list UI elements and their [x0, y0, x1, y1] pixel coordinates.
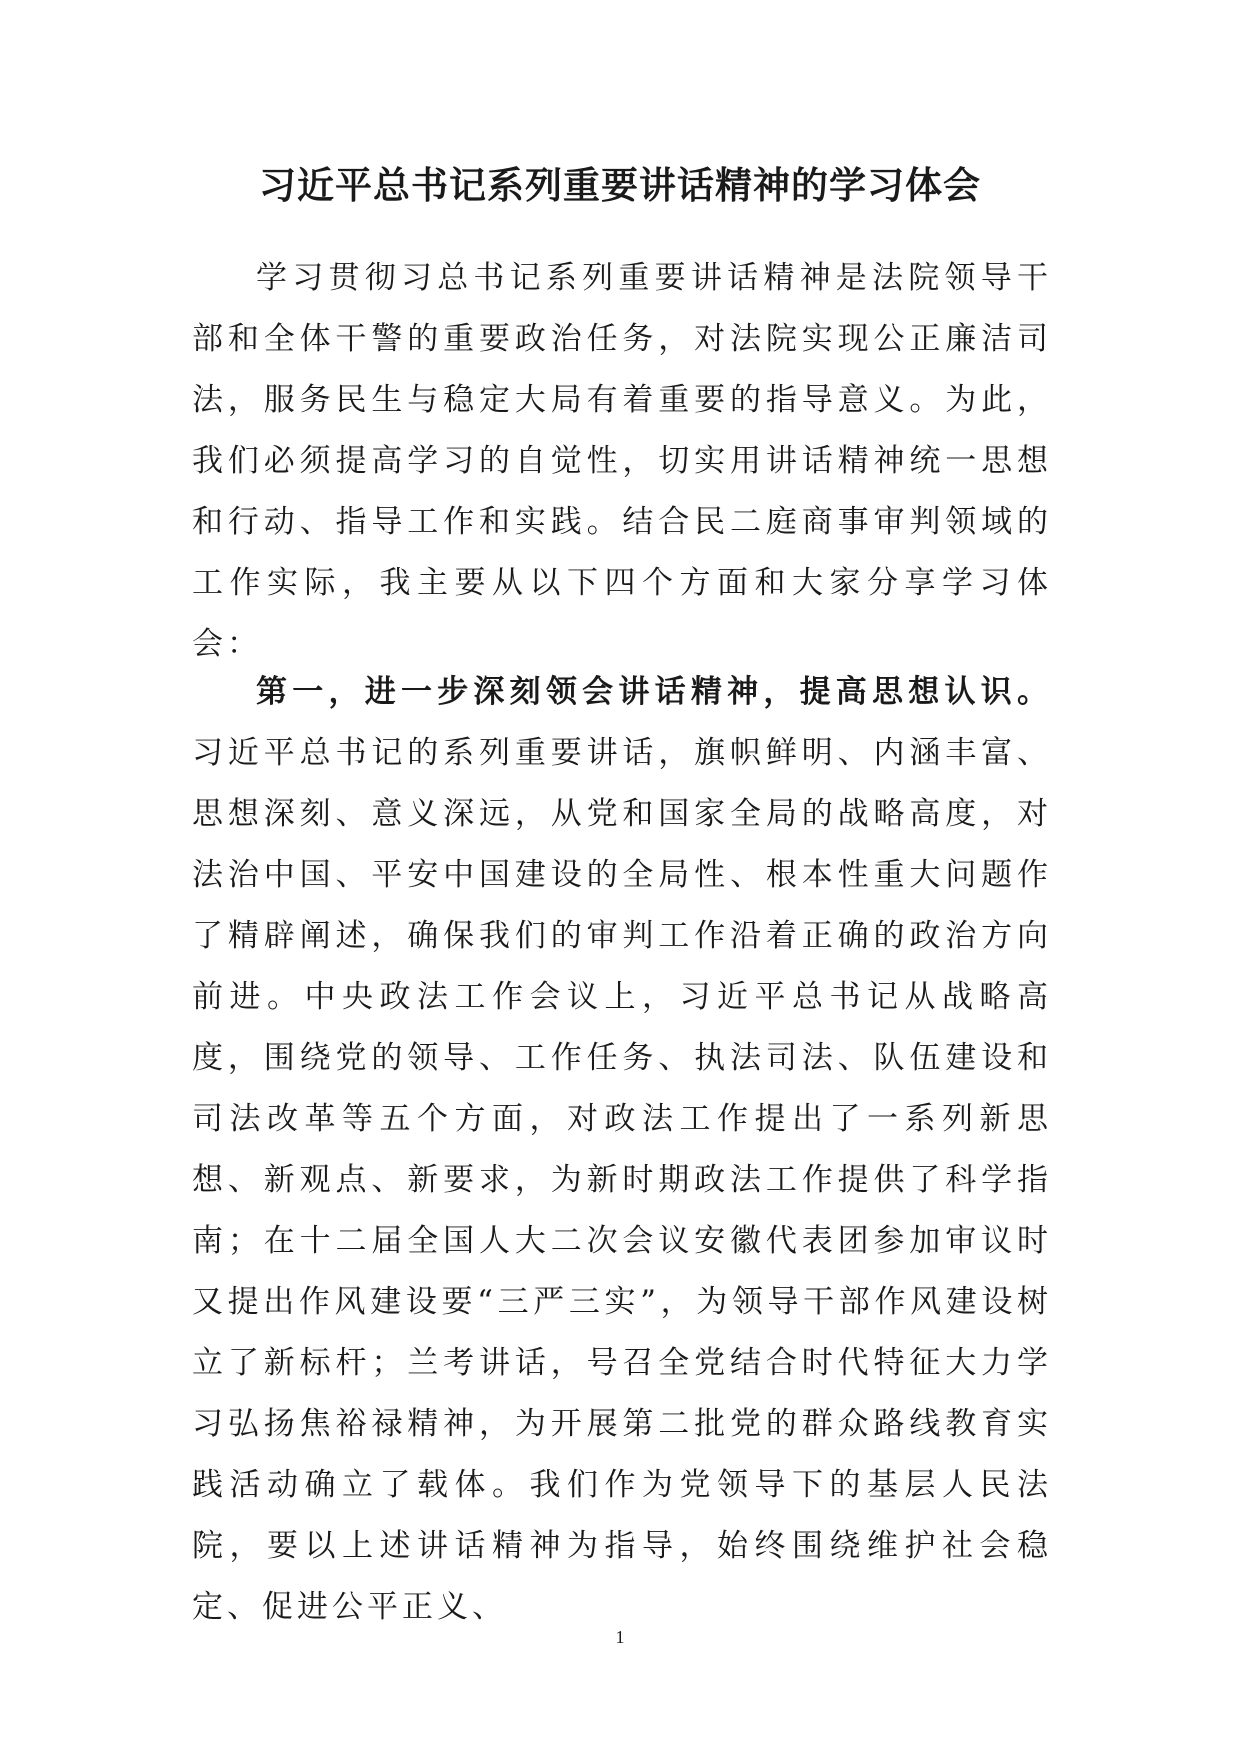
intro-paragraph: 学习贯彻习总书记系列重要讲话精神是法院领导干部和全体干警的重要政治任务，对法院实现公正廉洁司法，服务民生与稳定大局有着重要的指导意义。为此，我们必须提高学习的自觉性，切实用讲话精神统一思想和行动、指导工作和实践。结合民二庭商事审判领域的工作实际，我主要从以下四个方面和大家分享学习体会：: [192, 260, 1052, 662]
section-one-body: 习近平总书记的系列重要讲话，旗帜鲜明、内涵丰富、思想深刻、意义深远，从党和国家全局的战略高度，对法治中国、平安中国建设的全局性、根本性重大问题作了精辟阐述，确保我们的审判工作沿着正确的政治方向前进。中央政法工作会议上，习近平总书记从战略高度，围绕党的领导、工作任务、执法司法、队伍建设和司法改革等五个方面，对政法工作提出了一系列新思想、新观点、新要求，为新时期政法工作提供了科学指南；在十二届全国人大二次会议安徽代表团参加审议时又提出作风建设要“三严三实”，为领导干部作风建设树立了新标杆；兰考讲话，号召全党结合时代特征大力学习弘扬焦裕禄精神，为开展第二批党的群众路线教育实践活动确立了载体。我们作为党领导下的基层人民法院，要以上述讲话精神为指导，始终围绕维护社会稳定、促进公平正义、: [192, 735, 1052, 1625]
document-title: 习近平总书记系列重要讲话精神的学习体会: [259, 163, 981, 207]
section-one-heading: 第一，进一步深刻领会讲话精神，提高思想认识。: [256, 674, 1052, 710]
page-number: 1: [615, 1627, 625, 1647]
section-one-paragraph: [192, 662, 1052, 1638]
